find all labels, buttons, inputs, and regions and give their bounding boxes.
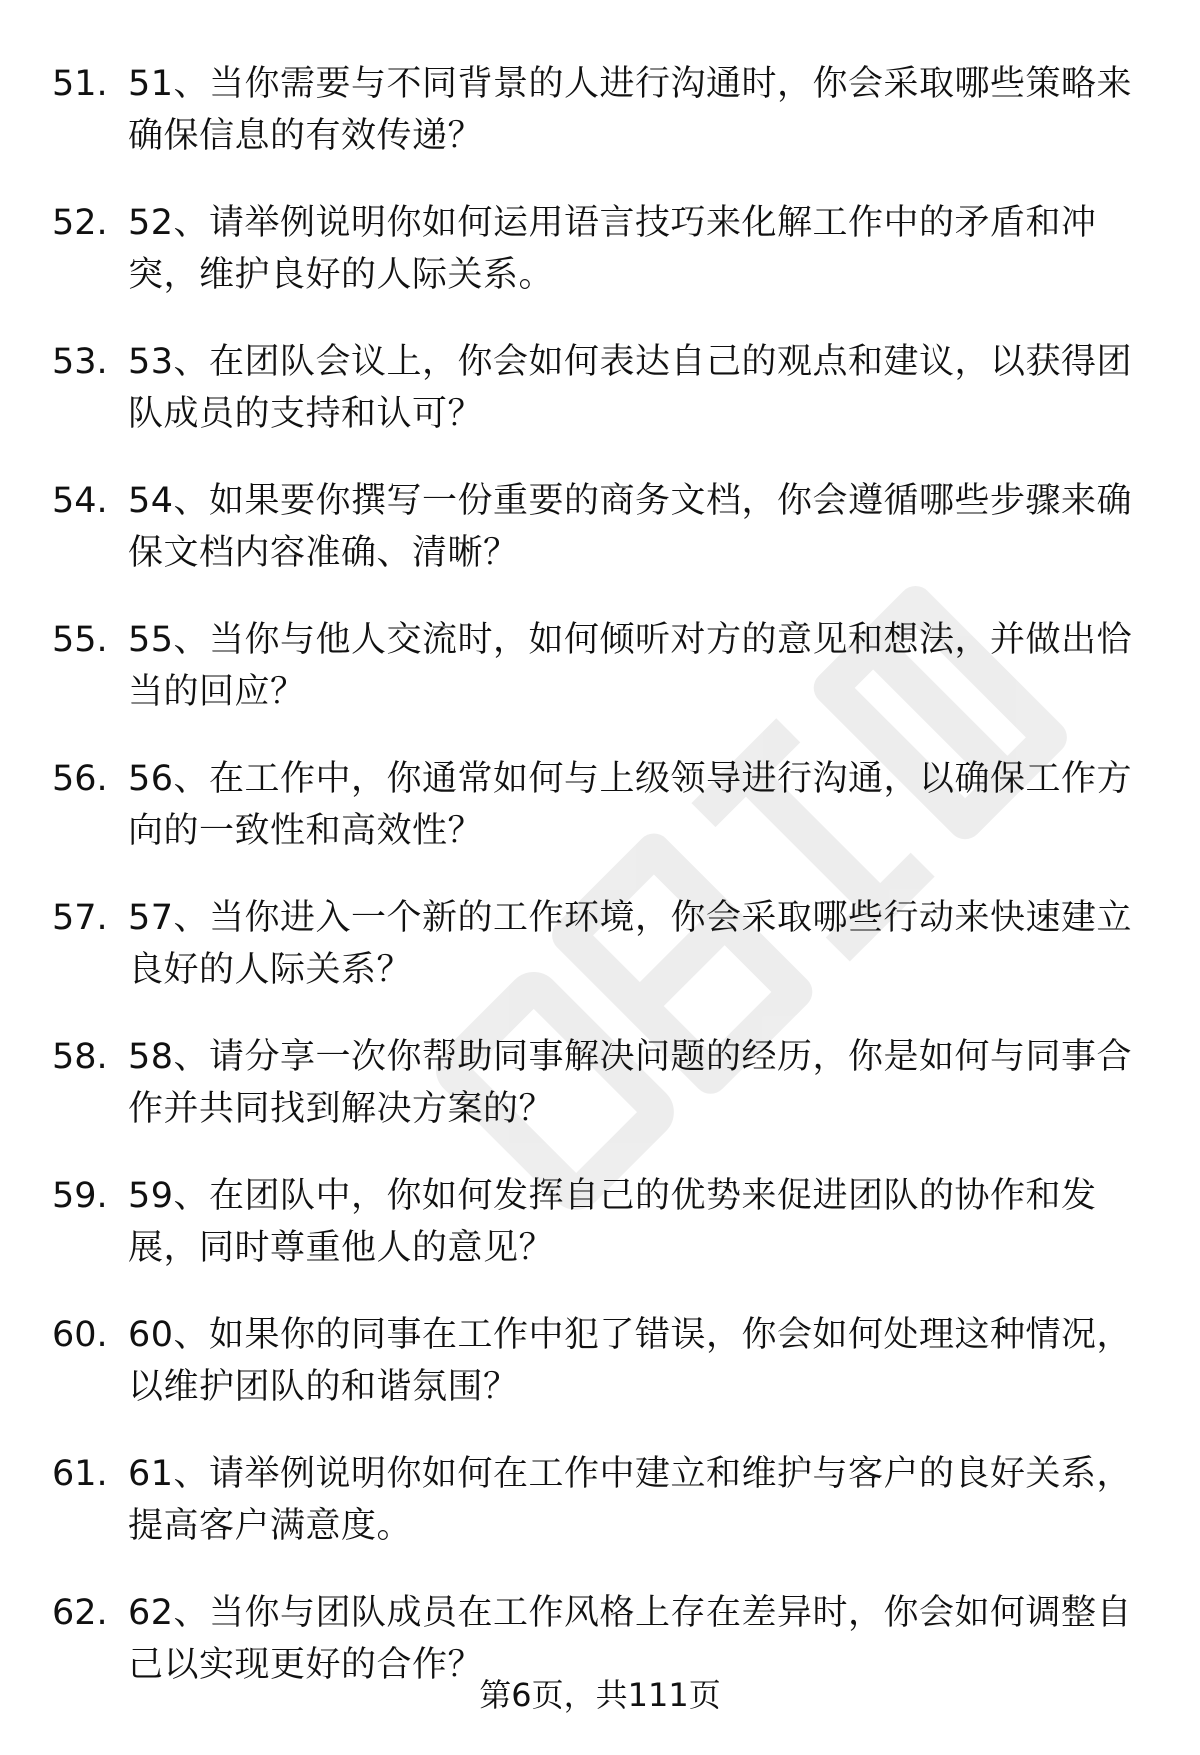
list-item (52, 475, 1162, 579)
item-text: 51、当你需要与不同背景的人进行沟通时，你会采取哪些策略来确保信息的有效传递？ (128, 64, 1133, 156)
item-number: 62. (52, 1593, 108, 1633)
list-item (52, 614, 1162, 718)
list-item (52, 1309, 1162, 1413)
list-item (52, 1448, 1162, 1552)
item-text: 59、在团队中，你如何发挥自己的优势来促进团队的协作和发展，同时尊重他人的意见？ (128, 1176, 1097, 1268)
item-number: 57. (52, 898, 108, 938)
item-text: 56、在工作中，你通常如何与上级领导进行沟通，以确保工作方向的一致性和高效性？ (128, 759, 1133, 851)
item-text: 61、请举例说明你如何在工作中建立和维护与客户的良好关系，提高客户满意度。 (128, 1454, 1133, 1546)
item-text: 57、当你进入一个新的工作环境，你会采取哪些行动来快速建立良好的人际关系？ (128, 898, 1133, 990)
item-text: 58、请分享一次你帮助同事解决问题的经历，你是如何与同事合作并共同找到解决方案的？ (128, 1037, 1133, 1129)
item-number: 55. (52, 620, 108, 660)
item-text: 55、当你与他人交流时，如何倾听对方的意见和想法，并做出恰当的回应？ (128, 620, 1133, 712)
item-number: 53. (52, 342, 108, 382)
list-item (52, 58, 1162, 162)
list-item (52, 892, 1162, 996)
item-text: 62、当你与团队成员在工作风格上存在差异时，你会如何调整自己以实现更好的合作？ (128, 1593, 1133, 1685)
item-number: 56. (52, 759, 108, 799)
page-number-label: 第6页，共111页 (479, 1676, 721, 1714)
list-item (52, 197, 1162, 301)
item-number: 59. (52, 1176, 108, 1216)
list-item (52, 336, 1162, 440)
item-text: 54、如果要你撰写一份重要的商务文档，你会遵循哪些步骤来确保文档内容准确、清晰？ (128, 481, 1133, 573)
list-item (52, 1170, 1162, 1274)
item-number: 51. (52, 64, 108, 104)
question-list (52, 58, 1162, 1726)
item-number: 52. (52, 203, 108, 243)
item-text: 60、如果你的同事在工作中犯了错误，你会如何处理这种情况，以维护团队的和谐氛围？ (128, 1315, 1133, 1407)
item-number: 61. (52, 1454, 108, 1494)
list-item (52, 753, 1162, 857)
list-item (52, 1031, 1162, 1135)
item-number: 60. (52, 1315, 108, 1355)
item-text: 53、在团队会议上，你会如何表达自己的观点和建议，以获得团队成员的支持和认可？ (128, 342, 1133, 434)
page-footer (0, 1675, 1200, 1715)
item-number: 58. (52, 1037, 108, 1077)
item-text: 52、请举例说明你如何运用语言技巧来化解工作中的矛盾和冲突，维护良好的人际关系。 (128, 203, 1097, 295)
item-number: 54. (52, 481, 108, 521)
